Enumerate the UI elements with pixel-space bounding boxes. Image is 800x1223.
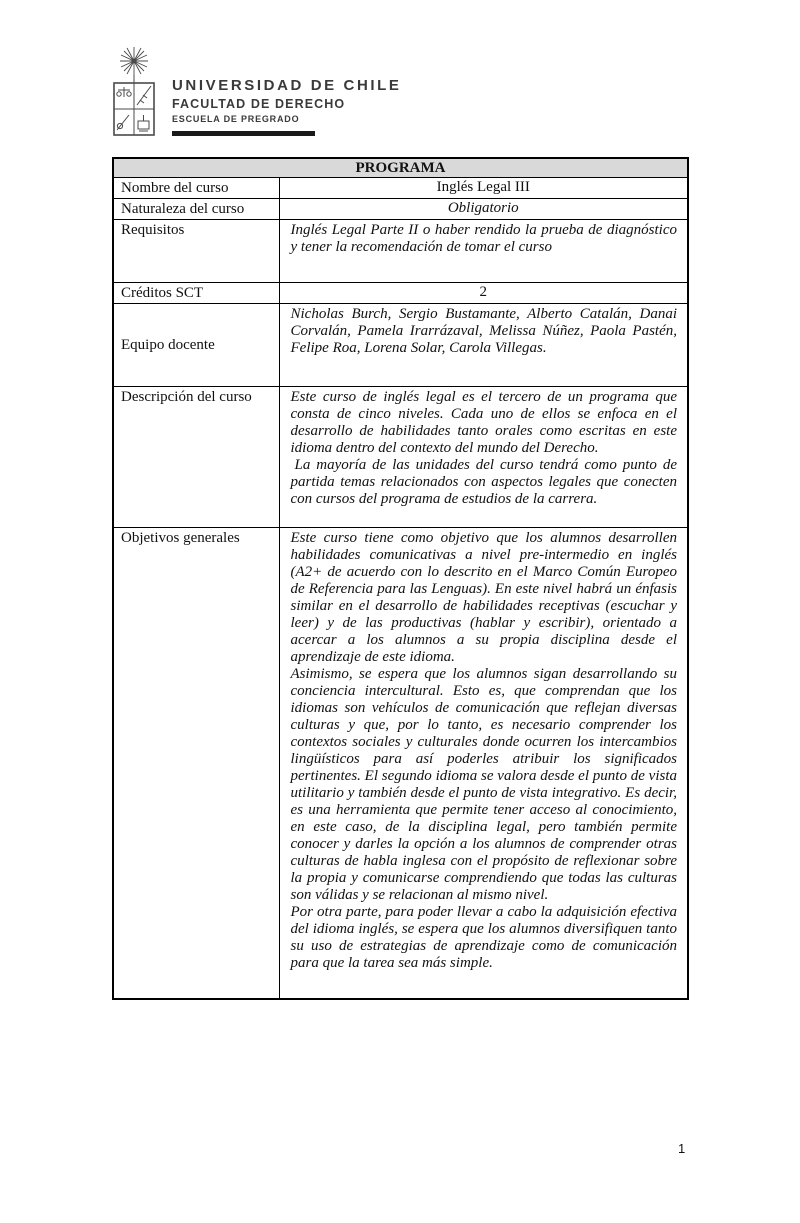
paragraph: Este curso de inglés legal es el tercero de un programa que consta de cinco niveles. Cada uno de ellos se enfoca en el desarrollo de habilidades tanto orales como escritas en este idioma dentro del contexto del mundo del Derecho. — [290, 389, 677, 456]
row-value: Nicholas Burch, Sergio Bustamante, Alberto Catalán, Danai Corvalán, Pamela Irarrázaval, Melissa Núñez, Paola Pastén, Felipe Roa, Lorena Solar, Carola Villegas. — [279, 304, 688, 387]
row-label: Créditos SCT — [113, 283, 279, 304]
faculty-name: FACULTAD DE DERECHO — [172, 97, 346, 111]
row-label: Descripción del curso — [113, 387, 279, 528]
row-value: Obligatorio — [279, 199, 688, 220]
row-requisitos — [113, 220, 688, 283]
row-label: Nombre del curso — [113, 178, 279, 199]
paragraph: Este curso tiene como objetivo que los alumnos desarrollen habilidades comunicativas a nivel pre-intermedio en inglés (A2+ de acuerdo con lo descrito en el Marco Común Europeo de Referencia para las Lenguas). En este nivel habrá un énfasis similar en el desarrollo de habilidades receptivas (escuchar y leer) y de las productivas (hablar y escribir), orientado a acercar a los alumnos a su propia disciplina desde el aprendizaje de este idioma. — [290, 530, 677, 665]
program-table — [112, 157, 689, 1000]
row-descripcion-del-curso — [113, 387, 688, 528]
row-objetivos-generales — [113, 528, 688, 1000]
row-value: 2 — [279, 283, 688, 304]
row-value: Inglés Legal Parte II o haber rendido la prueba de diagnóstico y tener la recomendación de tomar el curso — [279, 220, 688, 283]
letterhead-text — [172, 45, 402, 136]
row-value: Inglés Legal III — [279, 178, 688, 199]
paragraph: La mayoría de las unidades del curso tendrá como punto de partida temas relacionados con aspectos legales que conecten con cursos del programa de estudios de la carrera. — [290, 457, 677, 507]
paragraph: Asimismo, se espera que los alumnos sigan desarrollando su conciencia intercultural. Esto es, que comprendan que los idiomas son vehículos de comunicación que reflejan diversas culturas y que, por lo tanto, es necesario comprender los contextos sociales y culturales donde ocurren los intercambios lingüísticos para así poderles atribuir los significados pertinentes. El segundo idioma se valora desde el punto de vista utilitario y también desde el punto de vista integrativo. Es decir, es una herramienta que permite tener acceso al conocimiento, en este caso, de la disciplina legal, pero también permite conocer y darles la opción a los alumnos de comprender otras culturas de habla inglesa con el propósito de reflexionar sobre la propia y comunicarse comprendiendo que todas las culturas son válidas y se relacionan al mismo nivel. — [290, 666, 677, 903]
row-label: Equipo docente — [113, 304, 279, 387]
university-crest-icon — [106, 45, 162, 141]
row-creditos-sct — [113, 283, 688, 304]
table-title: PROGRAMA — [113, 158, 688, 178]
row-nombre-del-curso — [113, 178, 688, 199]
row-value — [279, 528, 688, 1000]
table-title-row — [113, 158, 688, 178]
row-label: Naturaleza del curso — [113, 199, 279, 220]
row-label: Objetivos generales — [113, 528, 279, 1000]
row-equipo-docente — [113, 304, 688, 387]
letterhead-divider — [172, 131, 315, 136]
row-value — [279, 387, 688, 528]
row-naturaleza-del-curso — [113, 199, 688, 220]
university-name: UNIVERSIDAD DE CHILE — [172, 77, 402, 94]
page-number: 1 — [678, 1141, 686, 1156]
school-name: ESCUELA DE PREGRADO — [172, 114, 300, 124]
row-label: Requisitos — [113, 220, 279, 283]
letterhead — [106, 45, 402, 141]
paragraph: Por otra parte, para poder llevar a cabo la adquisición efectiva del idioma inglés, se espera que los alumnos diversifiquen tanto su uso de estrategias de aprendizaje como de comunicación para que la tarea sea más simple. — [290, 904, 677, 971]
